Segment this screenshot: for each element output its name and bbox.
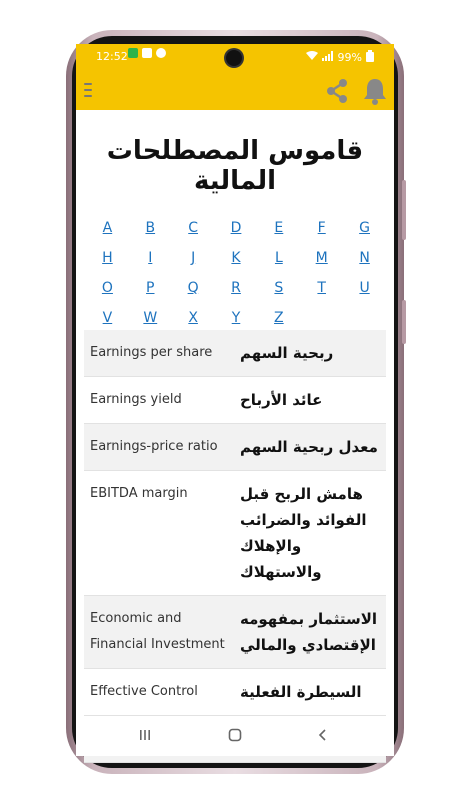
status-bar [76, 44, 394, 70]
letter-link-p[interactable]: P [146, 280, 155, 296]
front-camera [226, 50, 242, 66]
letter-link-b[interactable]: B [145, 220, 156, 236]
menu-icon[interactable] [84, 83, 92, 97]
status-right [306, 50, 374, 65]
term-arabic: هامش الربح قبل الفوائد والضرائب والإهلاك والاستهلاك [240, 485, 367, 581]
term-english: Earnings yield [90, 392, 182, 407]
term-row[interactable] [84, 596, 386, 669]
term-english: Earnings-price ratio [90, 439, 218, 454]
letter-link-n[interactable]: N [359, 250, 370, 266]
home-icon[interactable] [228, 728, 242, 742]
signal-icon [322, 51, 334, 64]
term-arabic: الاستثمار بمفهومه الإقتصادي والمالي [240, 610, 378, 654]
alphabet-index [86, 218, 386, 328]
page-title: قاموس المصطلحات المالية [106, 136, 364, 196]
volume-button [402, 180, 406, 240]
letter-link-m[interactable]: M [315, 250, 328, 266]
letter-link-x[interactable]: X [188, 310, 198, 326]
letter-link-c[interactable]: C [188, 220, 199, 236]
letter-link-y[interactable]: Y [231, 310, 241, 326]
letter-link-g[interactable]: G [359, 220, 370, 236]
letter-link-k[interactable]: K [231, 250, 241, 266]
term-english: EBITDA margin [90, 486, 188, 501]
letter-link-z[interactable]: Z [274, 310, 284, 326]
term-row[interactable] [84, 330, 386, 377]
letter-link-e[interactable]: E [274, 220, 284, 236]
notification-icons [128, 48, 166, 58]
letter-link-t[interactable]: T [317, 280, 326, 296]
letter-link-u[interactable]: U [359, 280, 370, 296]
letter-link-f[interactable]: F [317, 220, 326, 236]
app-toolbar [76, 70, 394, 110]
bell-icon[interactable] [362, 77, 388, 105]
term-row[interactable] [84, 377, 386, 424]
letter-link-v[interactable]: V [102, 310, 113, 326]
power-button [402, 300, 406, 344]
term-arabic: السيطرة الفعلية [240, 683, 362, 701]
dictionary-content [76, 110, 394, 716]
terms-table [84, 330, 386, 763]
term-english: Effective Control [90, 684, 198, 699]
share-icon[interactable] [324, 78, 350, 104]
term-row[interactable] [84, 669, 386, 716]
letter-link-r[interactable]: R [231, 280, 241, 296]
term-row[interactable] [84, 471, 386, 596]
term-english: Economic and Financial Investment [90, 611, 225, 652]
term-arabic: ربحية السهم [240, 344, 334, 362]
term-english: Earnings per share [90, 345, 213, 360]
app-notification-icon [128, 48, 138, 58]
recent-apps-icon[interactable] [138, 728, 152, 742]
letter-link-i[interactable]: I [148, 250, 153, 266]
image-notification-icon [142, 48, 152, 58]
navigation-bar [76, 716, 394, 756]
term-arabic: معدل ربحية السهم [240, 438, 378, 456]
phone-screen [76, 44, 394, 756]
settings-notification-icon [156, 48, 166, 58]
letter-link-h[interactable]: H [102, 250, 113, 266]
letter-link-s[interactable]: S [274, 280, 284, 296]
letter-link-j[interactable]: J [191, 250, 196, 266]
term-arabic: عائد الأرباح [240, 391, 323, 409]
status-time: 12:52 [96, 50, 128, 63]
battery-icon [366, 50, 374, 65]
letter-link-l[interactable]: L [274, 250, 283, 266]
letter-link-o[interactable]: O [101, 280, 113, 296]
letter-link-q[interactable]: Q [187, 280, 199, 296]
battery-percent: 99% [337, 51, 362, 64]
letter-link-w[interactable]: W [143, 310, 158, 326]
letter-link-d[interactable]: D [230, 220, 242, 236]
wifi-icon [306, 51, 318, 64]
term-row[interactable] [84, 424, 386, 471]
letter-link-a[interactable]: A [102, 220, 113, 236]
back-icon[interactable] [316, 728, 330, 742]
